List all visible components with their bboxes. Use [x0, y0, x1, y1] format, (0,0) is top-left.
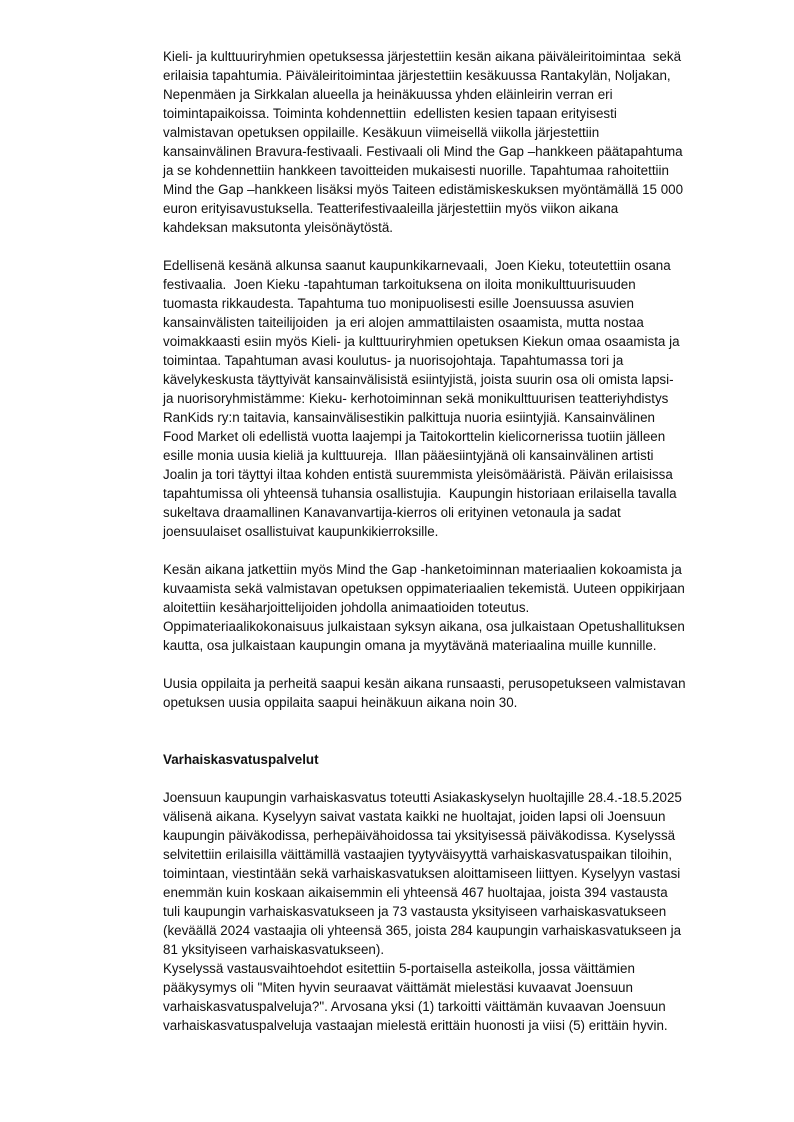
text-line: opetuksen uusia oppilaita saapui heinäkuun aikana noin 30. — [163, 695, 518, 710]
paragraph-spacer — [163, 769, 763, 788]
text-line: Edellisenä kesänä alkunsa saanut kaupunkikarnevaali, Joen Kieku, toteutettiin osana — [163, 258, 671, 273]
text-line: joensuulaiset osallistuivat kaupunkikierroksille. — [163, 524, 439, 539]
section-heading: Varhaiskasvatuspalvelut — [163, 752, 319, 767]
text-line: kävelykeskusta täyttyivät kansainvälisistä esiintyjistä, joista suurin osa oli omista lapsi- — [163, 372, 674, 387]
text-line: Nepenmäen ja Sirkkalan alueella ja heinäkuussa yhden eläinleirin verran eri — [163, 87, 613, 102]
text-line: pääkysymys oli "Miten hyvin seuraavat väittämät mielestäsi kuvaavat Joensuun — [163, 980, 633, 995]
text-line: kansainvälinen Bravura-festivaali. Festivaali oli Mind the Gap –hankkeen päätapahtuma — [163, 144, 683, 159]
text-line: Kesän aikana jatkettiin myös Mind the Gap -hanketoiminnan materiaalien kokoamista ja — [163, 562, 682, 577]
text-line: esille monia uusia kieliä ja kulttuureja. Illan pääesiintyjänä oli kansainvälinen artisti — [163, 448, 654, 463]
paragraph-spacer — [163, 712, 763, 731]
paragraph-summer-activities — [163, 47, 763, 237]
text-line: Food Market oli edellistä vuotta laajempi ja Taitokorttelin kielicornerissa tuotiin jälleen — [163, 429, 666, 444]
paragraph-spacer — [163, 237, 763, 256]
text-line: enemmän kuin koskaan aikaisemmin eli yhteensä 467 huoltajaa, joista 394 vastausta — [163, 885, 668, 900]
paragraph-early-childhood-survey — [163, 788, 763, 1035]
text-line: 81 yksityiseen varhaiskasvatukseen). — [163, 942, 385, 957]
text-line: tuli kaupungin varhaiskasvatukseen ja 73 vastausta yksityiseen varhaiskasvatukseen — [163, 904, 667, 919]
text-line: Joalin ja tori täyttyi iltaa kohden entistä suuremmista yleisömääristä. Päivän erilaisissa — [163, 467, 673, 482]
text-line: Kyselyssä vastausvaihtoehdot esitettiin 5-portaisella asteikolla, jossa väittämien — [163, 961, 635, 976]
text-line: varhaiskasvatuspalveluja?". Arvosana yksi (1) tarkoitti väittämän kuvaavan Joensuun — [163, 999, 666, 1014]
text-line: aloitettiin kesäharjoittelijoiden johdolla animaatioiden toteutus. — [163, 600, 530, 615]
text-line: Uusia oppilaita ja perheitä saapui kesän aikana runsaasti, perusopetukseen valmistavan — [163, 676, 686, 691]
text-line: (keväällä 2024 vastaajia oli yhteensä 365, joista 284 kaupungin varhaiskasvatukseen ja — [163, 923, 682, 938]
text-line: ja nuorisoryhmistämme: Kieku- kerhotoiminnan sekä monikulttuurisen teatteriyhdistys — [163, 391, 669, 406]
text-line: Mind the Gap –hankkeen lisäksi myös Taiteen edistämiskeskuksen myöntämällä 15 000 — [163, 182, 684, 197]
text-line: voimakkaasti esiin myös Kieli- ja kulttuuriryhmien opetuksen Kiekun omaa osaamista ja — [163, 334, 680, 349]
text-line: selvitettiin erilaisilla väittämillä vastaajien tyytyväisyyttä varhaiskasvatuspaikan tiloihin, — [163, 847, 673, 862]
text-line: kaupungin päiväkodissa, perhepäivähoidossa tai yksityisessä päiväkodissa. Kyselyssä — [163, 828, 676, 843]
text-line: RanKids ry:n taitavia, kansainvälisestikin palkittuja nuoria esiintyjiä. Kansainvälinen — [163, 410, 655, 425]
paragraph-spacer — [163, 655, 763, 674]
paragraph-spacer — [163, 541, 763, 560]
text-line: toimintaa. Tapahtuman avasi koulutus- ja nuorisojohtaja. Tapahtumassa tori ja — [163, 353, 624, 368]
text-line: erilaisia tapahtumia. Päiväleiritoimintaa järjestettiin kesäkuussa Rantakylän, Noljakan, — [163, 68, 671, 83]
text-line: tapahtumissa oli yhteensä tuhansia osallistujia. Kaupungin historiaan erilaisella tavalla — [163, 486, 677, 501]
paragraph-joen-kieku — [163, 256, 763, 541]
document-page — [163, 47, 763, 1035]
text-line: toimintaan, viestintään sekä varhaiskasvatuksen aloittamiseen liittyen. Kyselyyn vastasi — [163, 866, 681, 881]
text-line: euron erityisavustuksella. Teatterifestivaaleilla järjestettiin myös viikon aikana — [163, 201, 619, 216]
text-line: varhaiskasvatuspalveluja vastaajan mielestä erittäin huonosti ja viisi (5) erittäin hyvin. — [163, 1018, 668, 1033]
text-line: Kieli- ja kulttuuriryhmien opetuksessa järjestettiin kesän aikana päiväleiritoimintaa sekä — [163, 49, 682, 64]
text-line: kautta, osa julkaistaan kaupungin omana ja myytävänä materiaalina muille kunnille. — [163, 638, 657, 653]
text-line: kansainvälisten taiteilijoiden ja eri alojen ammattilaisten osaamista, mutta nostaa — [163, 315, 644, 330]
text-line: Oppimateriaalikokonaisuus julkaistaan syksyn aikana, osa julkaistaan Opetushallituksen — [163, 619, 685, 634]
paragraph-spacer — [163, 731, 763, 750]
text-line: sukeltava draamallinen Kanavanvartija-kierros oli erityinen vetonaula ja sadat — [163, 505, 621, 520]
text-line: kuvaamista sekä valmistavan opetuksen oppimateriaalien tekemistä. Uuteen oppikirjaan — [163, 581, 685, 596]
text-line: välisenä aikana. Kyselyyn saivat vastata kaikki ne huoltajat, joiden lapsi oli Joensuun — [163, 809, 666, 824]
paragraph-mind-the-gap-materials — [163, 560, 763, 655]
text-line: kahdeksan maksutonta yleisönäytöstä. — [163, 220, 394, 235]
text-line: ja se kohdennettiin hankkeen tavoitteiden mukaisesti nuorille. Tapahtumaa rahoitettiin — [163, 163, 669, 178]
text-line: festivaalia. Joen Kieku -tapahtuman tarkoituksena on iloita monikulttuurisuuden — [163, 277, 636, 292]
text-line: Joensuun kaupungin varhaiskasvatus toteutti Asiakaskyselyn huoltajille 28.4.-18.5.2025 — [163, 790, 682, 805]
text-line: tuomasta rikkaudesta. Tapahtuma tuo monipuolisesti esille Joensuussa asuvien — [163, 296, 634, 311]
paragraph-new-students — [163, 674, 763, 712]
text-line: valmistavan opetuksen oppilaille. Kesäkuun viimeisellä viikolla järjestettiin — [163, 125, 600, 140]
text-line: toimintapaikoissa. Toiminta kohdennettiin edellisten kesien tapaan erityisesti — [163, 106, 617, 121]
